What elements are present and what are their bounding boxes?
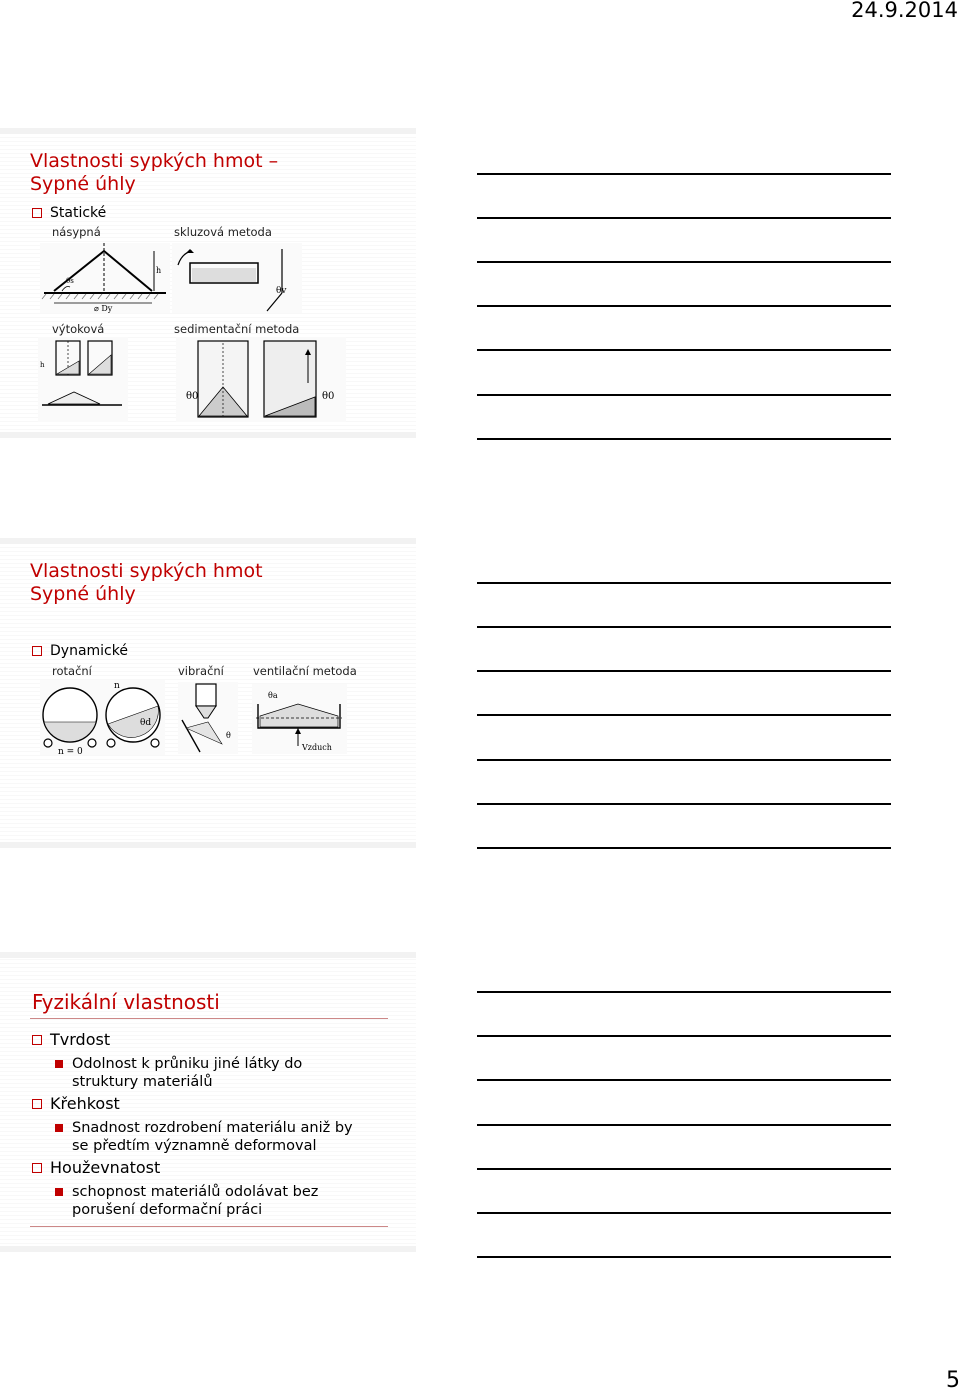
svg-text:⌀ Dy: ⌀ Dy: [94, 304, 113, 313]
hollow-square-bullet-icon: [32, 646, 42, 656]
svg-text:n = 0: n = 0: [58, 747, 83, 755]
filled-square-bullet-icon: [55, 1060, 63, 1068]
figure-vibracni: [178, 682, 238, 754]
svg-text:θd: θd: [140, 718, 152, 728]
label-rotacni: rotační: [52, 664, 92, 678]
page-number: 5: [946, 1368, 960, 1393]
figure-vytokova: [38, 337, 128, 422]
svg-text:θ0: θ0: [186, 391, 199, 402]
svg-text:n: n: [114, 681, 120, 691]
svg-text:θs: θs: [66, 277, 74, 285]
item-houzevnatost: Houževnatost: [32, 1158, 160, 1177]
item-tvrdost: Tvrdost: [32, 1030, 110, 1049]
svg-text:θ0: θ0: [322, 391, 335, 402]
svg-text:h: h: [156, 266, 162, 275]
item-krehkost: Křehkost: [32, 1094, 120, 1113]
slide-2-title: Vlastnosti sypkých hmot Sypné úhly: [30, 560, 263, 605]
figure-rotacni: [40, 680, 165, 755]
hollow-square-bullet-icon: [32, 1035, 42, 1045]
svg-text:h: h: [40, 361, 45, 369]
title-divider: [30, 1018, 388, 1019]
hollow-square-bullet-icon: [32, 1099, 42, 1109]
svg-text:θv: θv: [276, 286, 287, 296]
slide-1-bullet: Statické: [32, 205, 106, 221]
filled-square-bullet-icon: [55, 1188, 63, 1196]
label-ventilacni: ventilační metoda: [253, 664, 357, 678]
figure-sedimentacni: [176, 337, 346, 422]
item-houzevnatost-desc: schopnost materiálů odolávat bez porušení deformační práci: [55, 1183, 385, 1219]
figure-skluzova: [172, 243, 302, 313]
slide-1-title: Vlastnosti sypkých hmot – Sypné úhly: [30, 150, 279, 195]
bottom-divider: [30, 1226, 388, 1227]
figure-ventilacni: [252, 684, 347, 754]
item-tvrdost-desc: Odolnost k průniku jiné látky do struktury materiálů: [55, 1055, 385, 1091]
document-date: 24.9.2014: [851, 0, 958, 22]
label-sedimentacni: sedimentační metoda: [174, 322, 300, 336]
hollow-square-bullet-icon: [32, 208, 42, 218]
item-krehkost-desc: Snadnost rozdrobení materiálu aniž by se předtím významně deformoval: [55, 1119, 385, 1155]
slide-2-bullet: Dynamické: [32, 643, 128, 659]
label-vibracni: vibrační: [178, 664, 224, 678]
svg-text:θ: θ: [226, 731, 231, 740]
filled-square-bullet-icon: [55, 1124, 63, 1132]
svg-text:θa: θa: [268, 691, 278, 700]
hollow-square-bullet-icon: [32, 1163, 42, 1173]
slide-3-title: Fyzikální vlastnosti: [32, 990, 220, 1014]
svg-text:Vzduch: Vzduch: [302, 743, 332, 752]
label-skluzova: skluzová metoda: [174, 225, 272, 239]
figure-nasypna: [40, 243, 170, 313]
label-vytokova: výtoková: [52, 322, 105, 336]
label-nasypna: násypná: [52, 225, 101, 239]
